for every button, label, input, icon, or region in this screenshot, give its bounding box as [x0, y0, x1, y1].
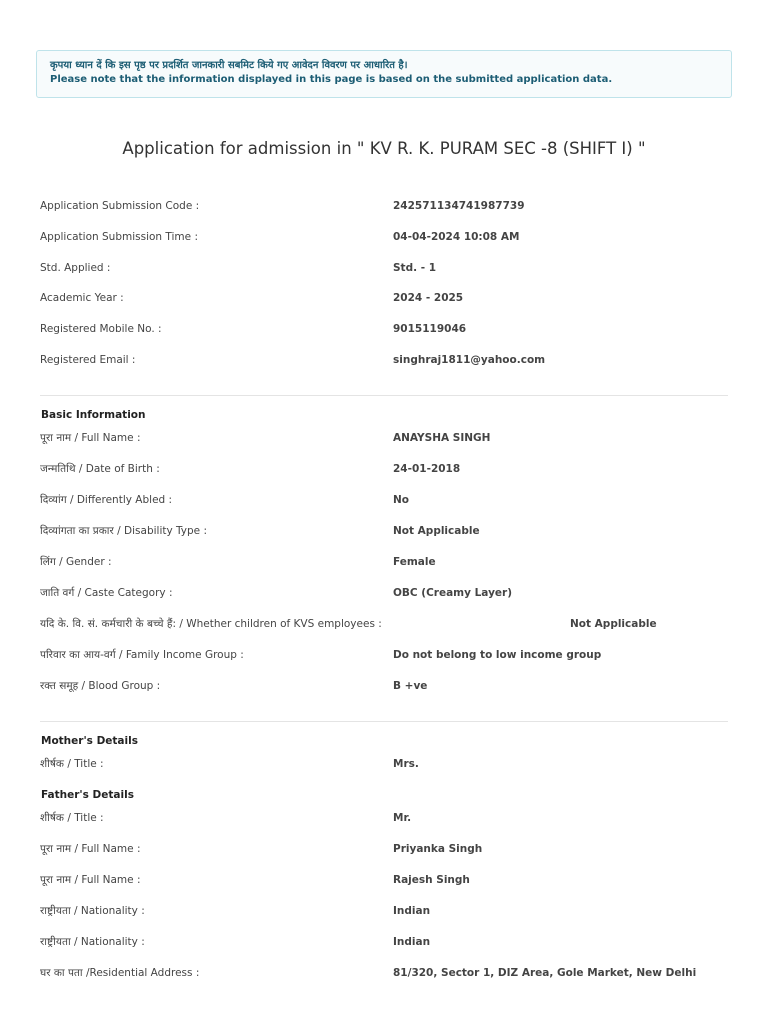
dob-row — [40, 461, 730, 477]
field-value: Std. - 1 — [393, 262, 437, 274]
field-value: 9015119046 — [393, 323, 467, 335]
section-divider — [40, 395, 728, 396]
notice-english-text: Please note that the information displayed in this page is based on the submitted application data. — [50, 74, 613, 85]
blood-group-row — [40, 678, 730, 694]
residential-address-row — [40, 965, 730, 981]
field-value: B +ve — [393, 680, 428, 692]
field-label: Application Submission Time : — [40, 231, 198, 243]
father-name-row — [40, 872, 730, 888]
notice-hindi-text: कृपया ध्यान दें कि इस पृष्ठ पर प्रदर्शित जानकारी सबमिट किये गए आवेदन विवरण पर आधारित है। — [50, 60, 408, 71]
field-value: Do not belong to low income group — [393, 649, 602, 661]
field-value: Priyanka Singh — [393, 843, 483, 855]
page-title: Application for admission in " KV R. K. PURAM SEC -8 (SHIFT I) " — [122, 139, 646, 158]
field-value: Indian — [393, 936, 431, 948]
field-label: Registered Email : — [40, 354, 136, 366]
field-label: जन्मतिथि / Date of Birth : — [40, 463, 160, 475]
field-label: Registered Mobile No. : — [40, 323, 162, 335]
field-value: 242571134741987739 — [393, 200, 525, 212]
field-label: Application Submission Code : — [40, 200, 200, 212]
kvs-employee-row — [40, 616, 730, 632]
field-value: 24-01-2018 — [393, 463, 461, 475]
mother-title-row — [40, 756, 730, 772]
field-label: राष्ट्रीयता / Nationality : — [40, 905, 145, 917]
academic-year-row — [40, 290, 730, 306]
field-label: शीर्षक / Title : — [40, 812, 104, 824]
differently-abled-row — [40, 492, 730, 508]
field-label: पूरा नाम / Full Name : — [40, 843, 141, 855]
field-value: OBC (Creamy Layer) — [393, 587, 513, 599]
field-value: 04-04-2024 10:08 AM — [393, 231, 520, 243]
field-label: यदि के. वि. सं. कर्मचारी के बच्चे हैं: / Whether children of KVS employees : — [40, 618, 382, 630]
gender-row — [40, 554, 730, 570]
info-notice — [36, 50, 732, 98]
field-value: Mrs. — [393, 758, 419, 770]
field-label: दिव्यांग / Differently Abled : — [40, 494, 173, 506]
field-value: 2024 - 2025 — [393, 292, 464, 304]
field-value: singhraj1811@yahoo.com — [393, 354, 546, 366]
field-value: ANAYSHA SINGH — [393, 432, 491, 444]
std-applied-row — [40, 260, 730, 276]
father-title-row — [40, 810, 730, 826]
field-label: राष्ट्रीयता / Nationality : — [40, 936, 145, 948]
field-label: शीर्षक / Title : — [40, 758, 104, 770]
caste-category-row — [40, 585, 730, 601]
basic-info-heading: Basic Information — [41, 409, 146, 421]
field-label: परिवार का आय-वर्ग / Family Income Group : — [40, 649, 244, 661]
mothers-details-heading: Mother's Details — [41, 735, 138, 747]
field-label: Academic Year : — [40, 292, 124, 304]
field-label: घर का पता /Residential Address : — [40, 967, 200, 979]
income-group-row — [40, 647, 730, 663]
mobile-row — [40, 321, 730, 337]
section-divider — [40, 721, 728, 722]
field-label: Std. Applied : — [40, 262, 111, 274]
nationality-row — [40, 934, 730, 950]
field-value: Female — [393, 556, 436, 568]
disability-type-row — [40, 523, 730, 539]
field-value: Rajesh Singh — [393, 874, 470, 886]
submission-code-row — [40, 198, 730, 214]
field-value: Mr. — [393, 812, 412, 824]
field-label: पूरा नाम / Full Name : — [40, 432, 141, 444]
field-label: जाति वर्ग / Caste Category : — [40, 587, 173, 599]
mother-name-row — [40, 841, 730, 857]
field-label: लिंग / Gender : — [40, 556, 112, 568]
field-value: 81/320, Sector 1, DIZ Area, Gole Market, New Delhi — [393, 967, 697, 979]
email-row — [40, 352, 730, 368]
field-value: Not Applicable — [393, 525, 480, 537]
field-value: Indian — [393, 905, 431, 917]
fathers-details-heading: Father's Details — [41, 789, 134, 801]
field-label: रक्त समूह / Blood Group : — [40, 680, 161, 692]
field-value: No — [393, 494, 410, 506]
submission-time-row — [40, 229, 730, 245]
field-label: पूरा नाम / Full Name : — [40, 874, 141, 886]
nationality-row — [40, 903, 730, 919]
full-name-row — [40, 430, 730, 446]
field-value: Not Applicable — [570, 618, 657, 630]
field-label: दिव्यांगता का प्रकार / Disability Type : — [40, 525, 208, 537]
